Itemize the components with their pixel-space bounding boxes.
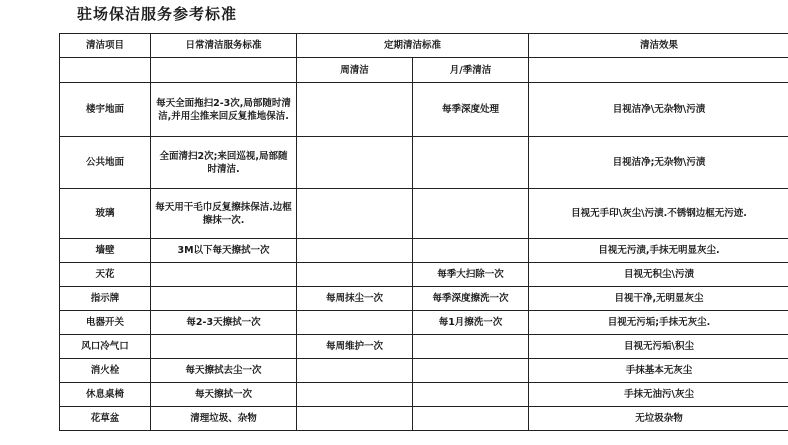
- header-periodic: 定期清洁标准: [297, 34, 529, 58]
- cell-weekly: 每周维护一次: [297, 335, 413, 359]
- cell-weekly: [297, 137, 413, 189]
- cell-item: 消火栓: [60, 359, 151, 383]
- cell-effect: 手抹无油污\灰尘: [529, 383, 788, 407]
- cleaning-standard-table: [59, 33, 788, 431]
- table-row: [60, 287, 788, 311]
- table-row: [60, 137, 788, 189]
- cell-daily: 清理垃圾、杂物: [151, 407, 297, 431]
- cell-weekly: [297, 83, 413, 137]
- cell-daily: 每天擦拭去尘一次: [151, 359, 297, 383]
- subheader-row: [60, 58, 788, 83]
- cell-effect: 目视洁净;无杂物\污渍: [529, 137, 788, 189]
- cell-monthly: 每季大扫除一次: [413, 263, 529, 287]
- cell-monthly: [413, 189, 529, 239]
- cell-effect: 手抹基本无灰尘: [529, 359, 788, 383]
- cell-effect: 目视洁净\无杂物\污渍: [529, 83, 788, 137]
- cell-item: 墙壁: [60, 239, 151, 263]
- cell-effect: 目视无污渍,手抹无明显灰尘.: [529, 239, 788, 263]
- subheader-blank-3: [529, 58, 788, 83]
- table-row: [60, 407, 788, 431]
- header-daily: 日常清洁服务标准: [151, 34, 297, 58]
- cell-effect: 目视无积尘\污渍: [529, 263, 788, 287]
- cell-daily: 每天全面拖扫2-3次,局部随时清洁,并用尘推来回反复推地保洁.: [151, 83, 297, 137]
- cell-item: 电器开关: [60, 311, 151, 335]
- header-item: 清洁项目: [60, 34, 151, 58]
- header-weekly: 周清洁: [297, 58, 413, 83]
- cell-monthly: [413, 335, 529, 359]
- cell-effect: 目视干净,无明显灰尘: [529, 287, 788, 311]
- cell-monthly: [413, 359, 529, 383]
- table-row: [60, 335, 788, 359]
- cell-effect: 目视无污垢;手抹无灰尘.: [529, 311, 788, 335]
- cell-monthly: [413, 239, 529, 263]
- subheader-blank-1: [60, 58, 151, 83]
- header-monthly: 月/季清洁: [413, 58, 529, 83]
- cell-item: 指示牌: [60, 287, 151, 311]
- cell-weekly: [297, 359, 413, 383]
- cell-weekly: [297, 383, 413, 407]
- cell-item: 楼宇地面: [60, 83, 151, 137]
- table-row: [60, 383, 788, 407]
- cell-daily: [151, 335, 297, 359]
- cell-daily: [151, 287, 297, 311]
- cell-weekly: [297, 407, 413, 431]
- cell-effect: 无垃圾杂物: [529, 407, 788, 431]
- table-row: [60, 359, 788, 383]
- table-row: [60, 311, 788, 335]
- header-effect: 清洁效果: [529, 34, 788, 58]
- cell-monthly: [413, 137, 529, 189]
- table-row: [60, 239, 788, 263]
- cell-daily: 3M以下每天擦拭一次: [151, 239, 297, 263]
- cell-monthly: 每1月擦洗一次: [413, 311, 529, 335]
- cell-weekly: [297, 311, 413, 335]
- cell-item: 公共地面: [60, 137, 151, 189]
- cell-effect: 目视无污垢\积尘: [529, 335, 788, 359]
- table-row: [60, 263, 788, 287]
- subheader-blank-2: [151, 58, 297, 83]
- cell-monthly: [413, 383, 529, 407]
- cell-weekly: [297, 189, 413, 239]
- cell-weekly: 每周抹尘一次: [297, 287, 413, 311]
- cell-daily: 每2-3天擦拭一次: [151, 311, 297, 335]
- cell-item: 花草盆: [60, 407, 151, 431]
- cell-effect: 目视无手印\灰尘\污渍.不锈钢边框无污迹.: [529, 189, 788, 239]
- cell-daily: 每天擦拭一次: [151, 383, 297, 407]
- cell-weekly: [297, 239, 413, 263]
- cell-weekly: [297, 263, 413, 287]
- cell-item: 休息桌椅: [60, 383, 151, 407]
- cell-daily: 全面清扫2次;来回巡视,局部随时清洁.: [151, 137, 297, 189]
- cell-daily: 每天用干毛巾反复擦抹保洁.边框擦抹一次.: [151, 189, 297, 239]
- table-row: [60, 189, 788, 239]
- cell-monthly: 每季深度擦洗一次: [413, 287, 529, 311]
- header-row: [60, 34, 788, 58]
- cell-item: 玻璃: [60, 189, 151, 239]
- cell-item: 天花: [60, 263, 151, 287]
- table-row: [60, 83, 788, 137]
- document-title: 驻场保洁服务参考标准: [77, 5, 238, 23]
- cell-monthly: [413, 407, 529, 431]
- cell-item: 风口冷气口: [60, 335, 151, 359]
- cell-monthly: 每季深度处理: [413, 83, 529, 137]
- cell-daily: [151, 263, 297, 287]
